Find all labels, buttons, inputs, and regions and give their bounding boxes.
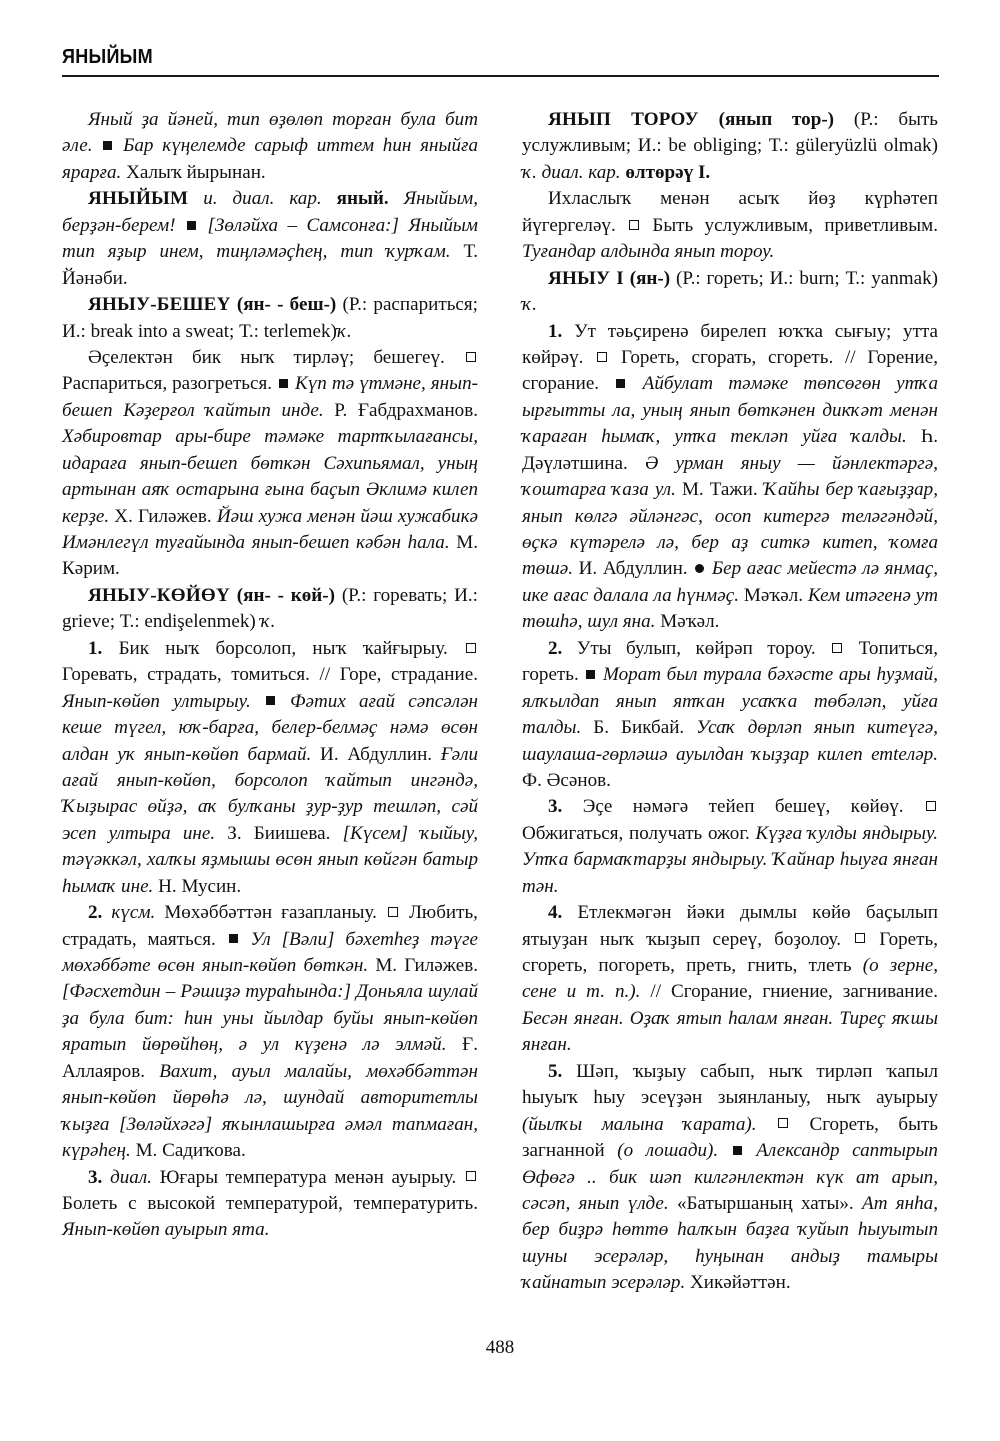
example-3: [Күсем] ҡыйыу, тәүәккәл, халҡы яҙмышы өсөн янып көйгән батыр һымаҡ ине. bbox=[62, 822, 479, 897]
gloss-ru-label: (Р.: bbox=[341, 584, 367, 606]
stem-form: (ян-) bbox=[629, 267, 671, 289]
definition-russian: Сгореть, быть загнанной bbox=[522, 1113, 938, 1162]
definition-russian-2: // Сгорание, гниение, загнивание. bbox=[650, 981, 938, 1003]
gloss-en: grieve; bbox=[62, 611, 116, 633]
illustration-1: Бесән янған. bbox=[522, 1007, 624, 1029]
definition-bashkir: Бик ныҡ борсолоп, ныҡ ҡайғырыу. bbox=[118, 637, 448, 659]
gloss-en-label: И.: bbox=[637, 135, 662, 157]
sense-1 bbox=[62, 636, 478, 900]
grammar-label: и. диал. кар. bbox=[203, 188, 322, 210]
sense-label: диал. bbox=[110, 1166, 152, 1188]
example-1: Яныйым, берҙән-берем! bbox=[62, 188, 479, 236]
gloss-en-label: И.: bbox=[62, 320, 86, 342]
filled-square-marker-icon bbox=[266, 696, 275, 705]
sense-number: 2. bbox=[548, 637, 563, 659]
gloss-tr-label: Т.: bbox=[845, 267, 866, 289]
open-square-marker-icon bbox=[629, 220, 639, 230]
sense-label: күсм. bbox=[111, 902, 156, 924]
example-3: Ҡайһы бер ҡағыҙҙар, янып көлгә әйләнгәс, осоп китергә теләгәндәй, өҫкә күтәрелә лә, бер аҙ ситкә китеп, ҡомға төшә. bbox=[522, 479, 938, 580]
gloss-tr-label: Т.: bbox=[768, 135, 789, 157]
proverb-1-source: Мәҡәл. bbox=[743, 584, 804, 606]
gloss-tr-label: Т.: bbox=[119, 611, 140, 633]
filled-square-marker-icon bbox=[229, 934, 238, 943]
entry-yanyu-1-head bbox=[522, 266, 938, 319]
example-1: Айбулат тәмәке төпсөгөн утҡа ырғытты ла, уның янып бөткәнен дикҡәт менән ҡараған һымаҡ, утҡа текләп уйға ҡалды. bbox=[522, 373, 938, 448]
source-1: И. Абдуллин. bbox=[320, 743, 433, 765]
grammar-label: диал. кар. bbox=[541, 161, 621, 183]
source-2: Ғ. Аллаяров. bbox=[62, 1034, 478, 1082]
part-of-speech: ҡ. bbox=[260, 611, 276, 633]
source-2: Ф. Әсәнов. bbox=[522, 769, 611, 791]
entry-yanyp-torou-body bbox=[522, 186, 938, 265]
continuation-part3: Халыҡ йырынан. bbox=[126, 161, 266, 183]
sense-number: 1. bbox=[548, 320, 563, 342]
example-3: Йәш хужа менән йәш хужабикә Имәнлегүл туғайында янып-бешеп кәбән һала. bbox=[62, 505, 479, 553]
source-1: Р. Ғабдрахманов. bbox=[334, 399, 478, 421]
gloss-en: break into a sweat; bbox=[90, 320, 235, 342]
source-2: Х. Гиләжев. bbox=[114, 505, 212, 527]
stem-form: (янып тор-) bbox=[718, 109, 835, 130]
example-3: Вахит, ауыл малайы, мөхәббәттән янып-көйөп йөрөһә лә, шундай авторитетлы ҡыҙға [Зөләйхәгә] яҡынлашырға әмәл тапмаған, күрәһең. bbox=[62, 1060, 478, 1162]
definition-russian-note: (о зерне, сене и т. п.). bbox=[522, 955, 938, 1003]
sense-2 bbox=[522, 636, 938, 795]
stem-form: (ян- - көй-) bbox=[236, 584, 336, 606]
example-2: [Зөләйха – Самсонға:] Яныйым тип яҙыр инем, тиңләмәҫһең, тип ҡурҡам. bbox=[62, 214, 478, 263]
illustration-3: Ҡайнар һыуға янған тән. bbox=[522, 849, 938, 897]
source-2: З. Биишева. bbox=[227, 822, 331, 844]
headword: ЯНЫЙЫМ bbox=[88, 188, 189, 210]
source-3: М. Садиҡова. bbox=[135, 1140, 246, 1162]
definition-bashkir: Әҫелектән бик ныҡ тирләү; бешегеү. bbox=[88, 346, 445, 368]
entry-yanyp-torou-head bbox=[522, 107, 938, 186]
open-square-marker-icon bbox=[466, 352, 476, 362]
definition-russian: Распариться, разогреться. bbox=[62, 373, 273, 395]
cross-reference: өлтөрәү I. bbox=[625, 161, 711, 183]
gloss-ru: распариться; bbox=[373, 294, 478, 316]
filled-square-marker-icon bbox=[103, 141, 112, 150]
gloss-en-label: И.: bbox=[769, 267, 794, 289]
gloss-ru: гореть; bbox=[706, 267, 764, 289]
source-3: Н. Мусин. bbox=[158, 875, 242, 897]
definition-russian: Гореть, сгореть, погореть, преть, гнить, тлеть bbox=[522, 928, 938, 976]
page-number: 488 bbox=[485, 1337, 515, 1358]
headword: ЯНЫУ-КӨЙӨҮ bbox=[88, 584, 230, 606]
sense-number: 3. bbox=[88, 1166, 103, 1188]
filled-square-marker-icon bbox=[733, 1146, 742, 1155]
sense-3 bbox=[62, 1165, 478, 1244]
open-square-marker-icon bbox=[388, 907, 398, 917]
sense-number: 4. bbox=[548, 902, 563, 924]
definition-bashkir-note: (йылҡы малына ҡарата). bbox=[522, 1113, 757, 1135]
entry-yanyu-besheu-head bbox=[62, 292, 478, 345]
example-1: Александр саптырып Өфөгә .. бик шәп килгәнлектән күк ат арып, сәсәп, янып үлде. bbox=[522, 1140, 938, 1214]
sense-2 bbox=[62, 900, 478, 1164]
definition-russian: Обжигаться, получать ожог. bbox=[522, 822, 750, 844]
proverb-1: Бер ағас мейестә лә янмаҫ, ике ағас далала ла һүнмәҫ. bbox=[522, 558, 938, 606]
filled-square-marker-icon bbox=[187, 221, 196, 230]
example-2: Ә урман яныу — йәнлектәргә, ҡоштарға ҡаза ул. bbox=[522, 452, 938, 501]
illustration: Янып-көйөп ултырыу. bbox=[62, 690, 251, 712]
definition-russian: Топиться, гореть. bbox=[522, 637, 938, 686]
definition-bashkir: Ихласлыҡ менән асыҡ йөҙ күрһәтеп йүгергеләү. bbox=[522, 188, 938, 236]
definition-russian-note: (о лошади). bbox=[617, 1140, 719, 1162]
sense-number: 5. bbox=[548, 1060, 563, 1082]
gloss-ru: быть услужливым; bbox=[522, 109, 939, 157]
source-1: Т. Йәнәби. bbox=[62, 241, 478, 289]
right-column bbox=[522, 107, 938, 1297]
sense-number: 3. bbox=[548, 796, 563, 818]
gloss-tr: yanmak) bbox=[871, 267, 938, 289]
source-1: М. Гиләжев. bbox=[375, 955, 478, 976]
column-container bbox=[62, 107, 939, 1297]
example-2: Усаҡ дөрләп янып китеүгә, шаулаша-гөрләшә ауылдан ҡыҙҙар килеп етteләр. bbox=[522, 717, 938, 765]
source-1: Һ. Дәүләтшина. bbox=[522, 426, 938, 474]
illustration-3: Тиреҫ яҡшы янған. bbox=[522, 1007, 938, 1056]
definition-bashkir: Мөхәббәттән ғазапланыу. bbox=[164, 902, 377, 924]
headword: ЯНЫП ТОРОУ bbox=[548, 109, 699, 130]
sense-number: 2. bbox=[88, 902, 103, 924]
gloss-en-label: И.: bbox=[454, 584, 478, 606]
page-header bbox=[62, 46, 939, 77]
example-1: Күп тә үтмәне, янып-бешеп Кәҙерғол ҡайтып инде. bbox=[62, 373, 478, 421]
illustration-2: Утҡа бармаҡтарҙы яндырыу. bbox=[522, 849, 768, 871]
gloss-ru: горевать; bbox=[373, 584, 448, 606]
open-square-marker-icon bbox=[855, 933, 865, 943]
proverb-2-source: Мәҡәл. bbox=[660, 611, 720, 633]
definition-bashkir: Ут тәьҫиренә бирелеп юҡҡа сығыу; утта көйрәү. bbox=[522, 320, 938, 368]
gloss-en: be obliging; bbox=[668, 135, 763, 157]
entry-yanyu-besheu-body bbox=[62, 345, 478, 583]
definition-russian: Горевать, страдать, томиться. // Горе, страдание. bbox=[62, 664, 478, 686]
part-of-speech: ҡ. bbox=[336, 320, 352, 342]
continuation-part1: Яный ҙа йәней, тип өҙөлөп торған була бит әле. bbox=[62, 109, 478, 157]
source-1: «Батыршаның хаты». bbox=[676, 1192, 854, 1214]
gloss-ru-label: (Р.: bbox=[342, 294, 368, 316]
part-of-speech: ҡ. bbox=[522, 294, 537, 316]
continuation-paragraph bbox=[62, 107, 478, 186]
example-2: Ат янһа, бер биҙрә һөттө һалҡын баҙға ҡуйып һыуытып шуны эсерәләр, һуңынан андыҙ тамыры ҡайнатып эсерәләр. bbox=[522, 1192, 939, 1294]
gloss-ru-label: (Р.: bbox=[675, 267, 701, 289]
illustration: Янып-көйөп ауырып ята. bbox=[62, 1219, 270, 1241]
definition-bashkir: Юғары температура менән ауырыу. bbox=[159, 1166, 457, 1188]
running-head: ЯНЫЙЫМ bbox=[62, 45, 153, 68]
continuation-part2: Бар күңелемде сарыф иттем һин яныйға ярарға. bbox=[62, 135, 478, 183]
gloss-tr: endişelenmek) bbox=[144, 611, 256, 633]
illustration-1: Күҙға ҡулды яндырыу. bbox=[755, 822, 938, 844]
filled-square-marker-icon bbox=[279, 379, 288, 388]
definition-bashkir: Эҫе нәмәгә тейеп бешеү, көйөү. bbox=[582, 796, 904, 818]
entry-yanyyym bbox=[62, 186, 478, 292]
gloss-en: burn; bbox=[799, 267, 840, 289]
example-1: Морат был турала бәхәсте ары һуҙмай, ялҡылдап янып ятҡан усаҡҡа төбәләп, уйға талды. bbox=[522, 664, 938, 739]
headword: ЯНЫУ-БЕШЕҮ bbox=[88, 294, 231, 316]
part-of-speech: ҡ. bbox=[522, 161, 537, 183]
left-column bbox=[62, 107, 478, 1297]
example-1: Фәтих ағай сәпсәлән кеше түгел, юҡ-барға, белер-белмәҫ нәмә өсөн алдан уҡ янып-көйөп бармай. bbox=[62, 690, 479, 765]
header-rule bbox=[62, 75, 939, 78]
entry-yanyu-koyou-head bbox=[62, 583, 478, 636]
filled-square-marker-icon bbox=[586, 670, 595, 679]
sense-1 bbox=[522, 319, 938, 636]
source-3: М. Кәрим. bbox=[62, 532, 478, 580]
example-2: Ғәли ағай янып-көйөп, борсолоп ҡайтып ингәндә, Ҡыҙырас өйҙә, аҡ булҡаны ҙур-ҙур тешләп, сәй эсеп ултыра ине. bbox=[62, 743, 479, 844]
sense-3 bbox=[522, 794, 938, 900]
proverb-2: Кем итәгенә ут төшһә, шул яна. bbox=[522, 584, 938, 633]
open-square-marker-icon bbox=[466, 643, 476, 653]
open-square-marker-icon bbox=[466, 1171, 476, 1181]
definition-bashkir: Шәп, ҡыҙыу сабып, ныҡ тирләп ҡапыл һыуыҡ һыу эсеүҙән зыянланыу, ныҡ ауырыу bbox=[522, 1060, 938, 1109]
source-2: М. Тажи. bbox=[681, 479, 758, 501]
sense-5 bbox=[522, 1059, 938, 1297]
sense-4 bbox=[522, 900, 938, 1059]
open-square-marker-icon bbox=[926, 801, 936, 811]
gloss-tr: terlemek) bbox=[263, 320, 337, 342]
definition-bashkir: Уты булып, көйрәп тороу. bbox=[576, 637, 816, 659]
definition-russian: Быть услужливым, приветливым. bbox=[652, 214, 938, 236]
example-2: Хәбировтар ары-бире тәмәке тартҡылағансы, идараға янып-бешеп бөткән Сәхипьямал, уның артынан аяҡ остарына ғына баҫып Әклимә килеп керҙе. bbox=[62, 426, 478, 527]
open-square-marker-icon bbox=[778, 1118, 788, 1128]
definition-russian: Болеть с высокой температурой, температурить. bbox=[62, 1192, 478, 1214]
open-square-marker-icon bbox=[597, 352, 607, 362]
gloss-ru-label: (Р.: bbox=[853, 109, 879, 130]
gloss-tr: güleryüzlü olmak) bbox=[795, 135, 939, 157]
cross-reference: яный. bbox=[336, 188, 389, 210]
source-2: Хикәйәттән. bbox=[690, 1272, 791, 1294]
source-1: Б. Бикбай. bbox=[593, 717, 685, 739]
example-2: [Фәсхетдин – Рәшиҙә тураһында:] Доньяла шулай ҙа була бит: һин уны йылдар буйы янып-көйөп яратып йөрөйһөң, ә ул күҙенә лә элмәй. bbox=[62, 981, 478, 1056]
definition-bashkir: Етлекмәгән йәки дымлы көйө баҫылып ятыуҙан ныҡ ҡыҙып сереү, боҙолоу. bbox=[522, 902, 938, 950]
illustration: Туғандар алдында янып тороу. bbox=[522, 241, 775, 263]
sense-number: 1. bbox=[88, 637, 103, 659]
source-3: И. Абдуллин. bbox=[578, 558, 688, 580]
gloss-tr-label: Т.: bbox=[239, 320, 259, 342]
filled-square-marker-icon bbox=[616, 379, 625, 388]
illustration-2: Оҙаҡ ятып һалам янған. bbox=[629, 1007, 834, 1029]
headword: ЯНЫУ I bbox=[548, 267, 624, 289]
definition-russian: Любить, страдать, маяться. bbox=[62, 902, 478, 950]
stem-form: (ян- - беш-) bbox=[236, 294, 337, 316]
filled-circle-marker-icon bbox=[695, 564, 704, 573]
definition-russian: Гореть, сгорать, сгореть. // Горение, сгорание. bbox=[522, 346, 938, 395]
open-square-marker-icon bbox=[832, 643, 842, 653]
example-1: Ул [Вәли] бәхетһеҙ тәүге мөхәббәте өсөн янып-көйөп бөткән. bbox=[62, 928, 478, 976]
